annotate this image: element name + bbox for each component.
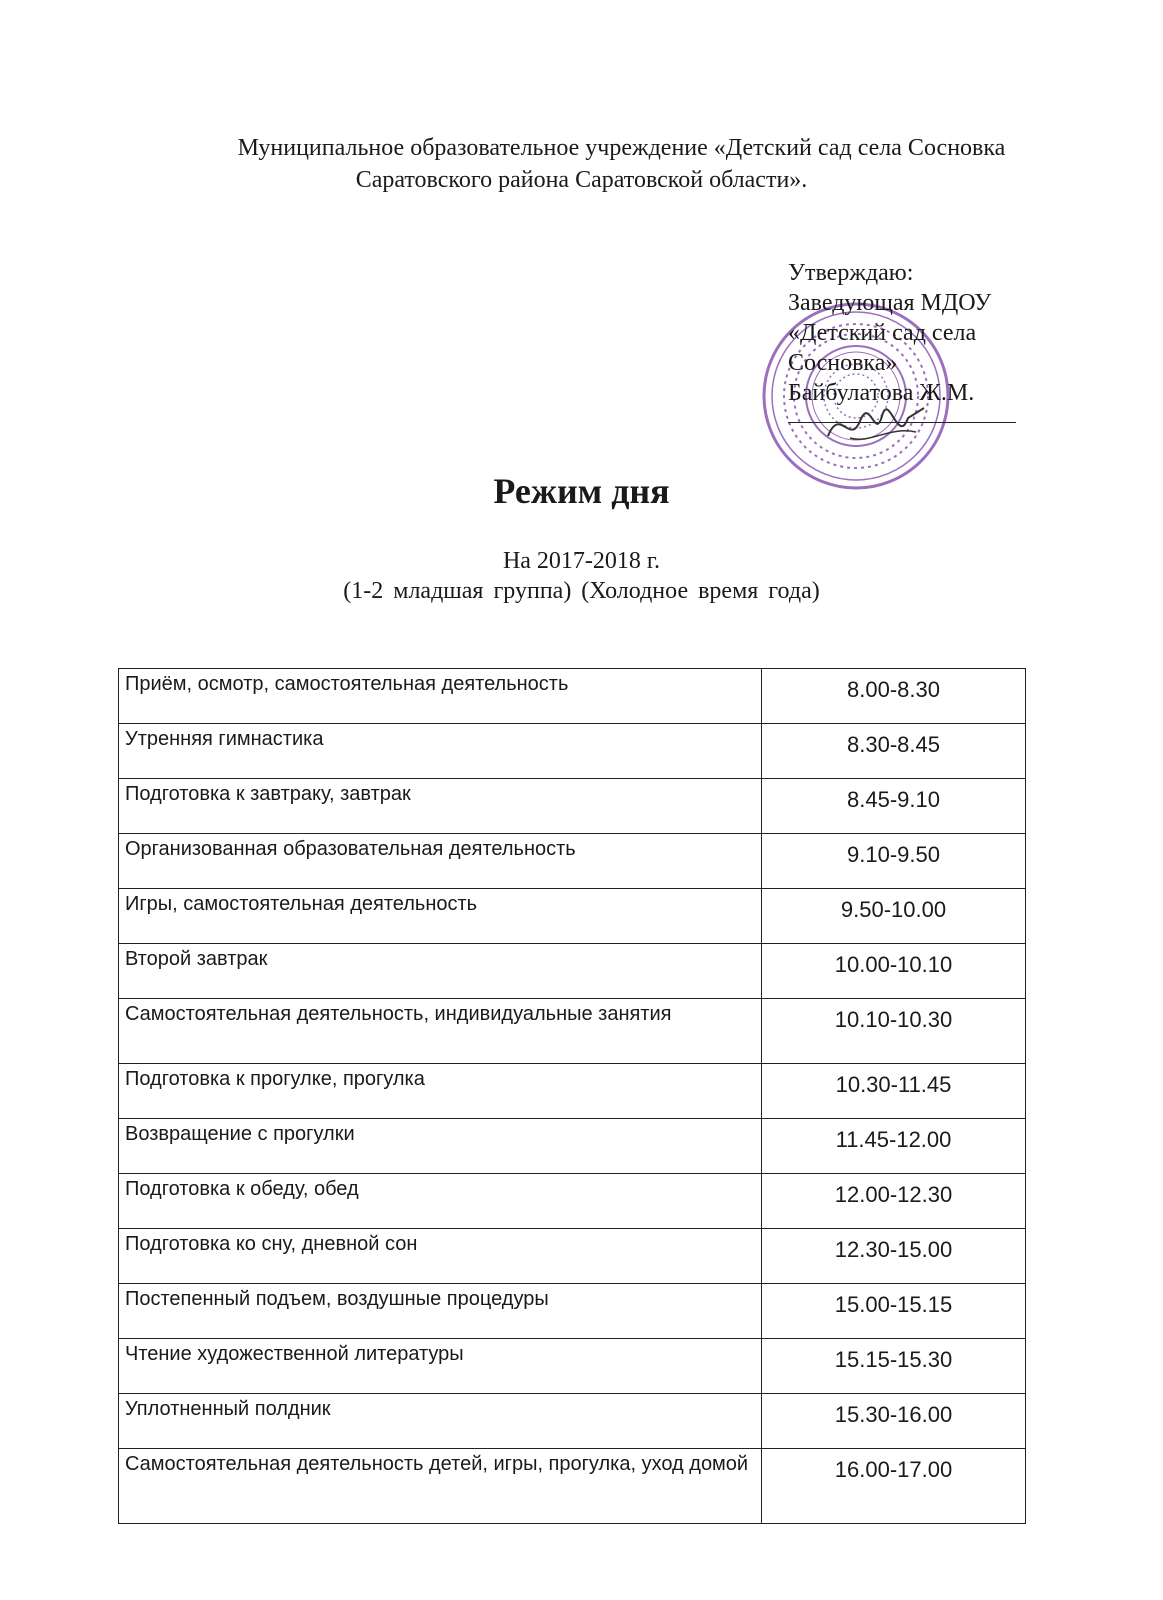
activity-cell: Постепенный подъем, воздушные процедуры [119,1284,762,1339]
table-row [119,1119,1026,1174]
schedule-table [118,668,1026,1524]
time-cell: 8.45-9.10 [762,779,1026,834]
time-cell: 15.15-15.30 [762,1339,1026,1394]
table-row [119,1449,1026,1524]
table-row [119,1174,1026,1229]
activity-cell: Самостоятельная деятельность детей, игры, прогулка, уход домой [119,1449,762,1524]
activity-cell: Уплотненный полдник [119,1394,762,1449]
table-row [119,834,1026,889]
activity-cell: Чтение художественной литературы [119,1339,762,1394]
time-cell: 12.00-12.30 [762,1174,1026,1229]
page-title: Режим дня [493,471,670,511]
table-row [119,669,1026,724]
table-row [119,944,1026,999]
activity-cell: Самостоятельная деятельность, индивидуальные занятия [119,999,762,1064]
time-cell: 8.30-8.45 [762,724,1026,779]
time-cell: 9.50-10.00 [762,889,1026,944]
activity-cell: Возвращение с прогулки [119,1119,762,1174]
time-cell: 11.45-12.00 [762,1119,1026,1174]
handwritten-signature [820,396,930,456]
table-row [119,779,1026,834]
activity-cell: Приём, осмотр, самостоятельная деятельность [119,669,762,724]
time-cell: 8.00-8.30 [762,669,1026,724]
table-row [119,889,1026,944]
approval-line-3: «Детский сад села [788,320,977,346]
approval-line-4: Сосновка» [788,350,898,376]
approval-line-1: Утверждаю: [788,260,914,286]
activity-cell: Подготовка к обеду, обед [119,1174,762,1229]
time-cell: 16.00-17.00 [762,1449,1026,1524]
table-row [119,1229,1026,1284]
approval-line-2: Заведующая МДОУ [788,290,992,316]
activity-cell: Подготовка ко сну, дневной сон [119,1229,762,1284]
header-line-2: Саратовского района Саратовской области». [355,167,808,193]
time-cell: 12.30-15.00 [762,1229,1026,1284]
subtitle-group: (1-2 младшая группа) (Холодное время года) [343,578,820,604]
activity-cell: Организованная образовательная деятельность [119,834,762,889]
time-cell: 9.10-9.50 [762,834,1026,889]
time-cell: 10.10-10.30 [762,999,1026,1064]
activity-cell: Подготовка к прогулке, прогулка [119,1064,762,1119]
time-cell: 10.00-10.10 [762,944,1026,999]
table-row [119,1394,1026,1449]
table-row [119,724,1026,779]
approval-line-5: Байбулатова Ж.М. [788,380,975,406]
table-row [119,1339,1026,1394]
activity-cell: Второй завтрак [119,944,762,999]
activity-cell: Утренняя гимнастика [119,724,762,779]
institution-header [0,132,1163,196]
time-cell: 15.30-16.00 [762,1394,1026,1449]
activity-cell: Подготовка к завтраку, завтрак [119,779,762,834]
time-cell: 15.00-15.15 [762,1284,1026,1339]
table-row [119,1064,1026,1119]
table-row [119,1284,1026,1339]
table-row [119,999,1026,1064]
time-cell: 10.30-11.45 [762,1064,1026,1119]
activity-cell: Игры, самостоятельная деятельность [119,889,762,944]
page-subtitle [0,546,1163,606]
subtitle-year: На 2017-2018 г. [502,548,661,574]
header-line-1: Муниципальное образовательное учреждение «Детский сад села Сосновка [237,135,1006,161]
